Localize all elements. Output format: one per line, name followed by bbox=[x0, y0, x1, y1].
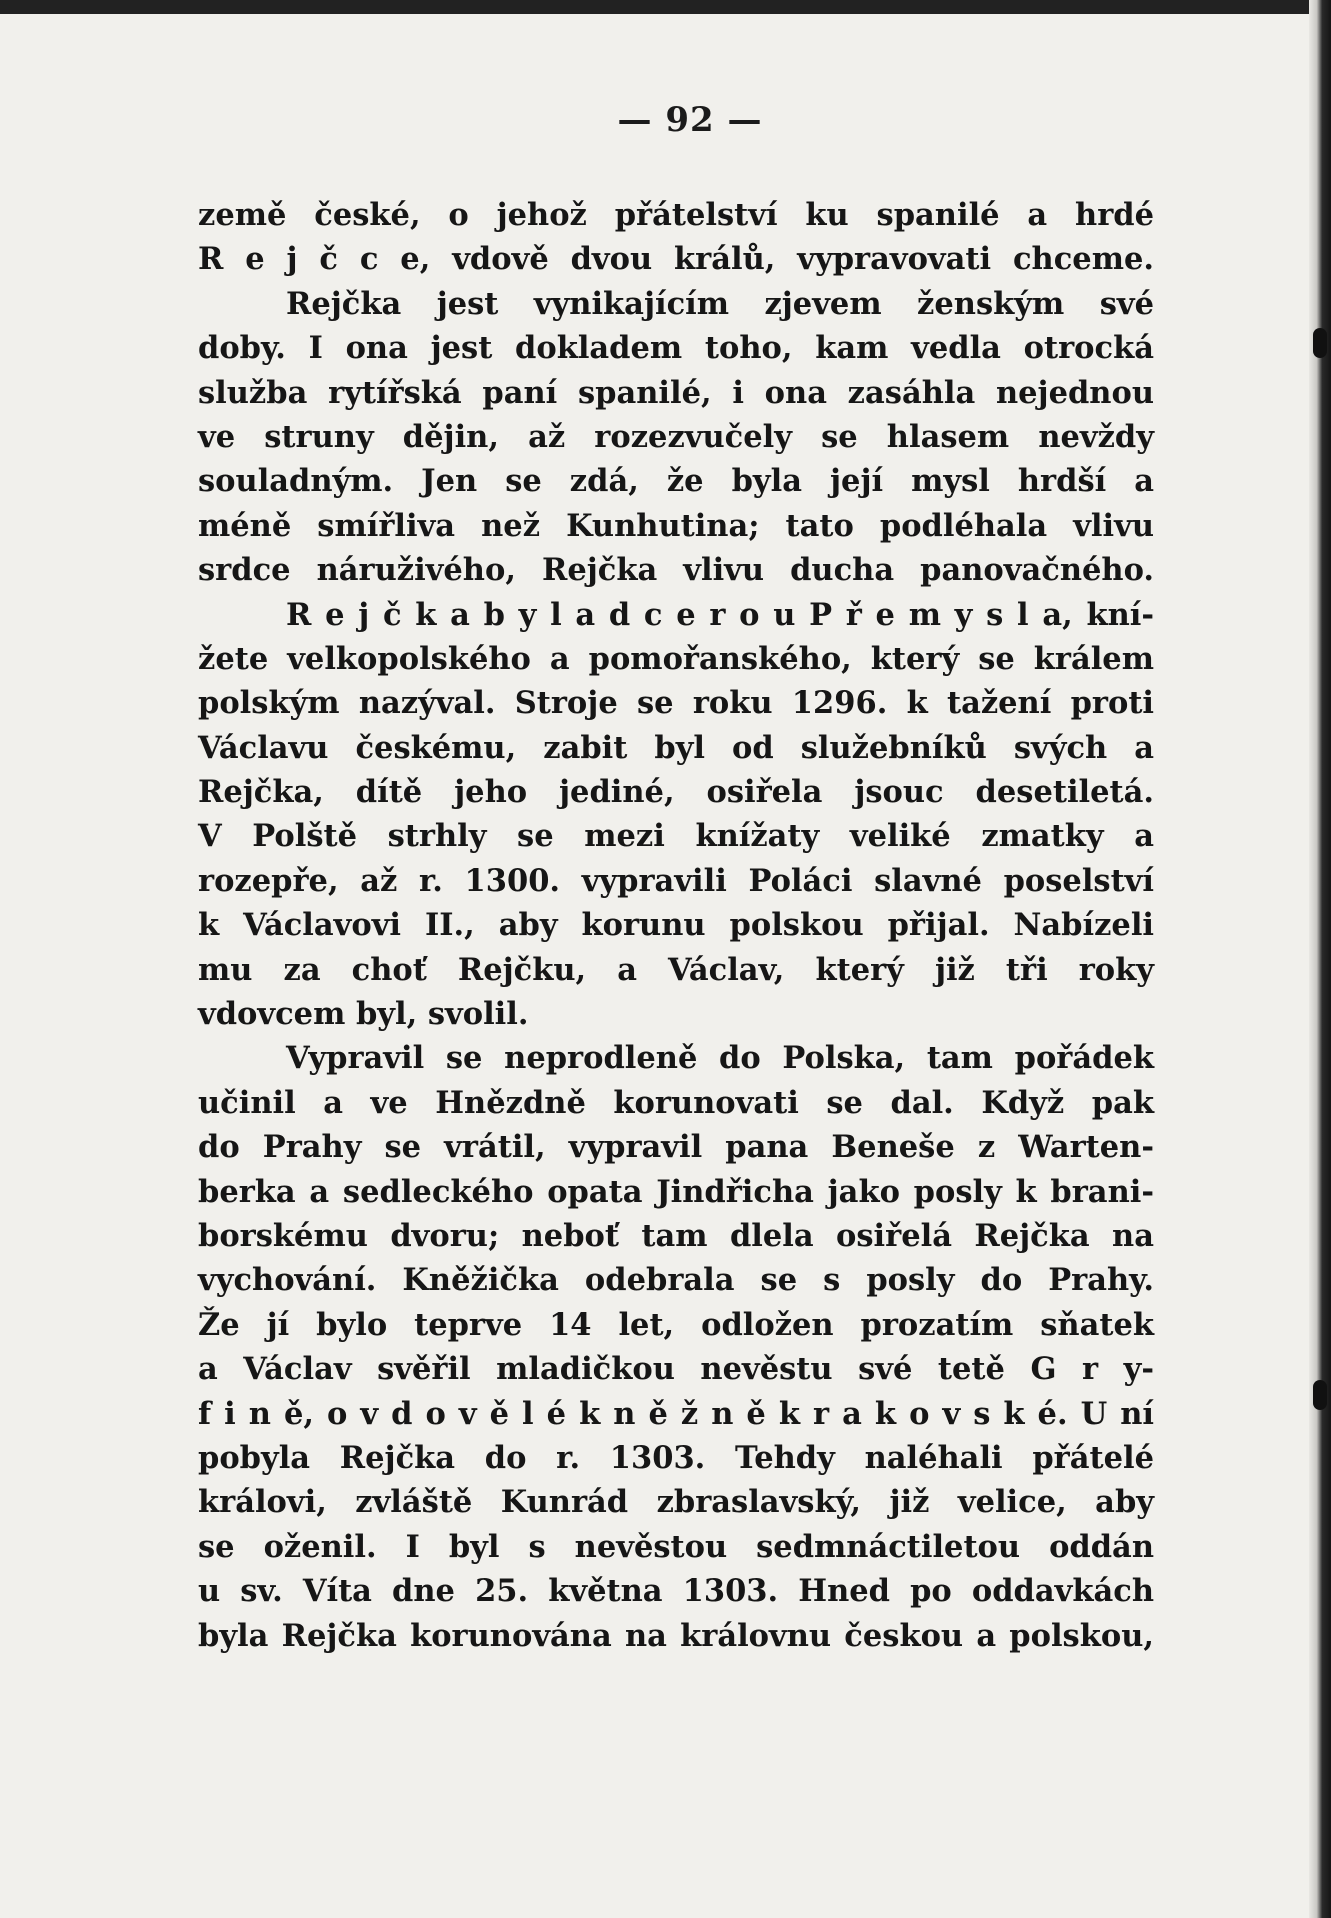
text-line: mu za choť Rejčku, a Václav, který již tři roky bbox=[198, 951, 1154, 988]
text-line: polským nazýval. Stroje se roku 1296. k tažení proti bbox=[198, 685, 1154, 722]
text-line: země české, o jehož přátelství ku spanilé a hrdé bbox=[198, 197, 1154, 233]
body-text bbox=[198, 193, 1154, 1658]
binding-hole-mark bbox=[1313, 1380, 1327, 1410]
text-line: berka a sedleckého opata Jindřicha jako posly k brani- bbox=[198, 1173, 1154, 1210]
text-line: Rejčka jest vynikajícím zjevem ženským své bbox=[286, 285, 1154, 322]
text-line: pobyla Rejčka do r. 1303. Tehdy naléhali přátelé bbox=[198, 1439, 1154, 1476]
text-line: k Václavovi II., aby korunu polskou přijal. Nabízeli bbox=[198, 907, 1154, 944]
text-line: do Prahy se vrátil, vypravil pana Beneše z Warten- bbox=[198, 1129, 1154, 1166]
text-line: souladným. Jen se zdá, že byla její mysl hrdší a bbox=[198, 463, 1154, 500]
text-line: Rejčka, dítě jeho jediné, osiřela jsouc desetiletá. bbox=[198, 774, 1154, 811]
scan-right-edge bbox=[1309, 0, 1331, 1918]
text-line: královi, zvláště Kunrád zbraslavský, již velice, aby bbox=[198, 1484, 1154, 1521]
text-line: ve struny dějin, až rozezvučely se hlasem nevždy bbox=[198, 418, 1154, 455]
text-line: doby. I ona jest dokladem toho, kam vedla otrocká bbox=[198, 330, 1154, 367]
text-line: vychování. Kněžička odebrala se s posly do Prahy. bbox=[198, 1262, 1154, 1299]
text-line: V Polště strhly se mezi knížaty veliké zmatky a bbox=[198, 818, 1154, 855]
text-line: Václavu českému, zabit byl od služebníků svých a bbox=[198, 729, 1154, 766]
page-number: — 92 — bbox=[617, 100, 763, 140]
text-line: R e j č k a b y l a d c e r o u P ř e m y s l a, kní- bbox=[286, 596, 1154, 633]
text-line: f i n ě, o v d o v ě l é k n ě ž n ě k r a k o v s k é. U ní bbox=[198, 1395, 1154, 1432]
text-line: méně smířliva než Kunhutina; tato podléhala vlivu bbox=[198, 507, 1154, 544]
text-line: Vypravil se neprodleně do Polska, tam pořádek bbox=[286, 1040, 1154, 1077]
text-line: u sv. Víta dne 25. května 1303. Hned po oddavkách bbox=[198, 1573, 1154, 1610]
binding-hole-mark bbox=[1313, 328, 1327, 358]
text-line: srdce náruživého, Rejčka vlivu ducha panovačného. bbox=[198, 552, 1154, 589]
scan-top-edge bbox=[0, 0, 1331, 14]
text-line: borskému dvoru; neboť tam dlela osiřelá Rejčka na bbox=[198, 1217, 1154, 1254]
text-line: rozepře, až r. 1300. vypravili Poláci slavné poselství bbox=[198, 862, 1154, 899]
text-line: byla Rejčka korunována na královnu českou a polskou, bbox=[198, 1617, 1154, 1654]
text-line: žete velkopolského a pomořanského, který se králem bbox=[198, 640, 1154, 677]
text-line: učinil a ve Hnězdně korunovati se dal. Když pak bbox=[198, 1084, 1154, 1121]
text-line: a Václav svěřil mladičkou nevěstu své tetě G r y- bbox=[198, 1351, 1154, 1388]
text-line: R e j č c e, vdově dvou králů, vypravovati chceme. bbox=[198, 241, 1154, 278]
text-line: Že jí bylo teprve 14 let, odložen prozatím sňatek bbox=[198, 1306, 1154, 1343]
text-line: služba rytířská paní spanilé, i ona zasáhla nejednou bbox=[198, 374, 1154, 411]
text-line: vdovcem byl, svolil. bbox=[198, 996, 529, 1033]
text-line: se oženil. I byl s nevěstou sedmnáctiletou oddán bbox=[198, 1528, 1154, 1565]
